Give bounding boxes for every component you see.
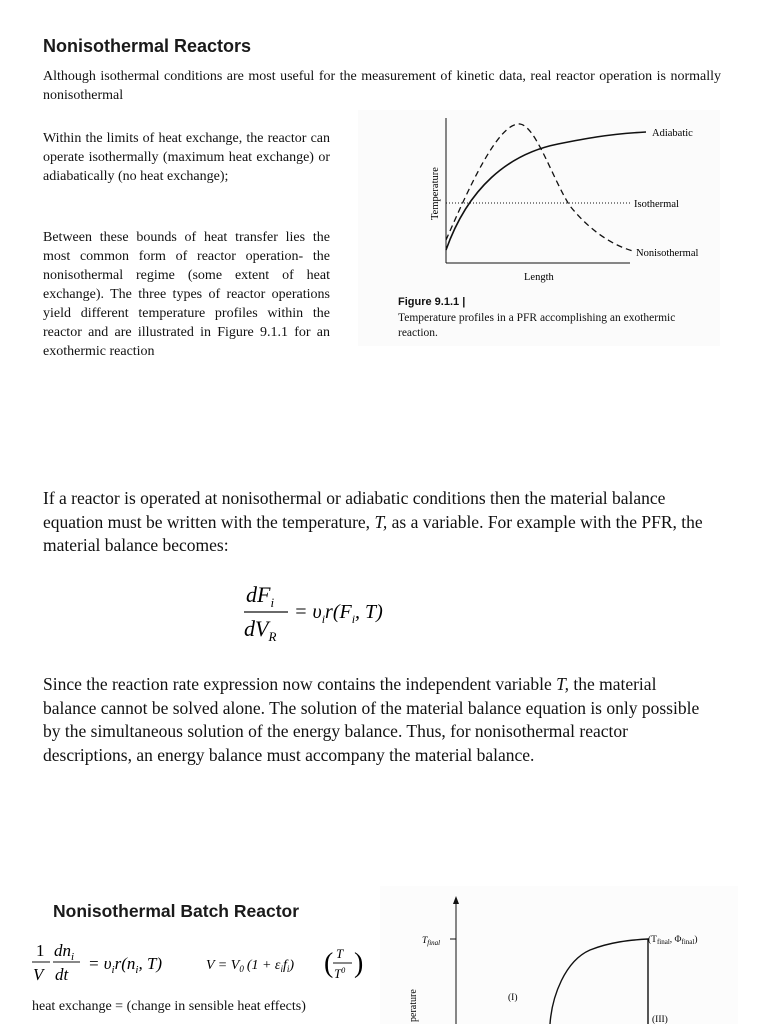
para3-before: If a reactor is operated at nonisothermal or adiabatic conditions then the material balance equation must be written with the temperature, bbox=[43, 488, 666, 532]
batch-equation-svg bbox=[30, 936, 370, 986]
intro-paragraph: Although isothermal conditions are most useful for the measurement of kinetic data, real reactor operation is normally nonisothermal bbox=[43, 69, 721, 103]
svg-text:perature: perature bbox=[408, 989, 419, 1022]
svg-text:T: T bbox=[336, 946, 344, 961]
batch-graph-svg bbox=[380, 886, 738, 1024]
svg-text:1: 1 bbox=[36, 941, 45, 960]
para4-after: the material balance cannot be solved alone. The solution of the material balance equation is only possible by the simultaneous solution of the energy balance. Thus, for nonisothermal reactor descriptions, an energy balance must accompany the material balance. bbox=[43, 674, 700, 765]
para3-after: as a variable. For example with the PFR, the material balance becomes: bbox=[43, 511, 703, 555]
svg-text:V: V bbox=[33, 965, 44, 984]
svg-text:): ) bbox=[354, 948, 364, 979]
batch-temperature-graph bbox=[380, 886, 738, 1024]
svg-text:V = V0(1 + εifi): $V = V_0$ $(1 + \varepsilon_if_i)$ bbox=[206, 958, 295, 974]
heat-exchange-paragraph: Within the limits of heat exchange, the reactor can operate isothermally (maximum heat exchange) or adiabatically (no heat exchange); bbox=[43, 131, 330, 184]
svg-text:(Tfinal, Φfinal): ($T_{final}$, $\Phi_{final}$) bbox=[648, 935, 698, 946]
svg-text:= υir(ni, T): = $\upsilon_ir(n_i$, T) bbox=[88, 954, 163, 976]
nonisothermal-regime-paragraph: Between these bounds of heat transfer lies the most common form of reactor operation- the nonisothermal regime (some extent of heat exchange). The three types of reactor operations yield different temperature profiles within the reactor and are illustrated in Figure 9.1.1 for an exothermic reaction bbox=[43, 230, 330, 359]
pfr-material-balance-equation bbox=[242, 578, 442, 648]
para4-before: Since the reaction rate expression now contains the independent variable bbox=[43, 674, 557, 694]
figure-caption-text: Temperature profiles in a PFR accomplishing an exothermic reaction. bbox=[398, 312, 676, 339]
svg-text:(III): (III) bbox=[652, 1015, 668, 1024]
y-axis-label: Temperature bbox=[430, 167, 441, 220]
figure-caption-title: Figure 9.1.1 | bbox=[398, 296, 466, 308]
batch-reactor-title: Nonisothermal Batch Reactor bbox=[53, 901, 300, 921]
svg-text:(: ( bbox=[324, 948, 334, 979]
para4-variable: T, bbox=[556, 674, 569, 694]
svg-text:Tfinal: $T_{final}$ bbox=[422, 936, 441, 947]
svg-text:dni: $dn_i$ bbox=[54, 941, 75, 963]
label-nonisothermal: Nonisothermal bbox=[636, 248, 699, 259]
x-axis-label: Length bbox=[524, 272, 554, 283]
eq-dvr: $dV_R$ bbox=[244, 616, 277, 644]
para3-variable: T, bbox=[374, 511, 388, 532]
heat-exchange-line: heat exchange = (change in sensible heat effects) bbox=[32, 999, 306, 1014]
pfr-equation-svg bbox=[242, 578, 442, 648]
adiabatic-curve bbox=[446, 132, 646, 250]
batch-material-balance-equation bbox=[30, 936, 370, 986]
eq-pfr-rhs: = $\upsilon_ir(F_i$, T) bbox=[294, 601, 383, 626]
svg-text:T0: $T^0$ bbox=[334, 966, 346, 981]
svg-text:dt: dt bbox=[55, 965, 69, 984]
page-title: Nonisothermal Reactors bbox=[43, 36, 252, 56]
label-adiabatic: Adiabatic bbox=[652, 128, 693, 139]
eq-dfi: $dF_i$ bbox=[246, 582, 275, 610]
label-isothermal: Isothermal bbox=[634, 199, 679, 210]
nonisothermal-curve bbox=[446, 124, 633, 251]
energy-balance-paragraph bbox=[43, 673, 703, 767]
svg-text:(I): (I) bbox=[508, 993, 518, 1003]
material-balance-paragraph bbox=[43, 487, 703, 558]
